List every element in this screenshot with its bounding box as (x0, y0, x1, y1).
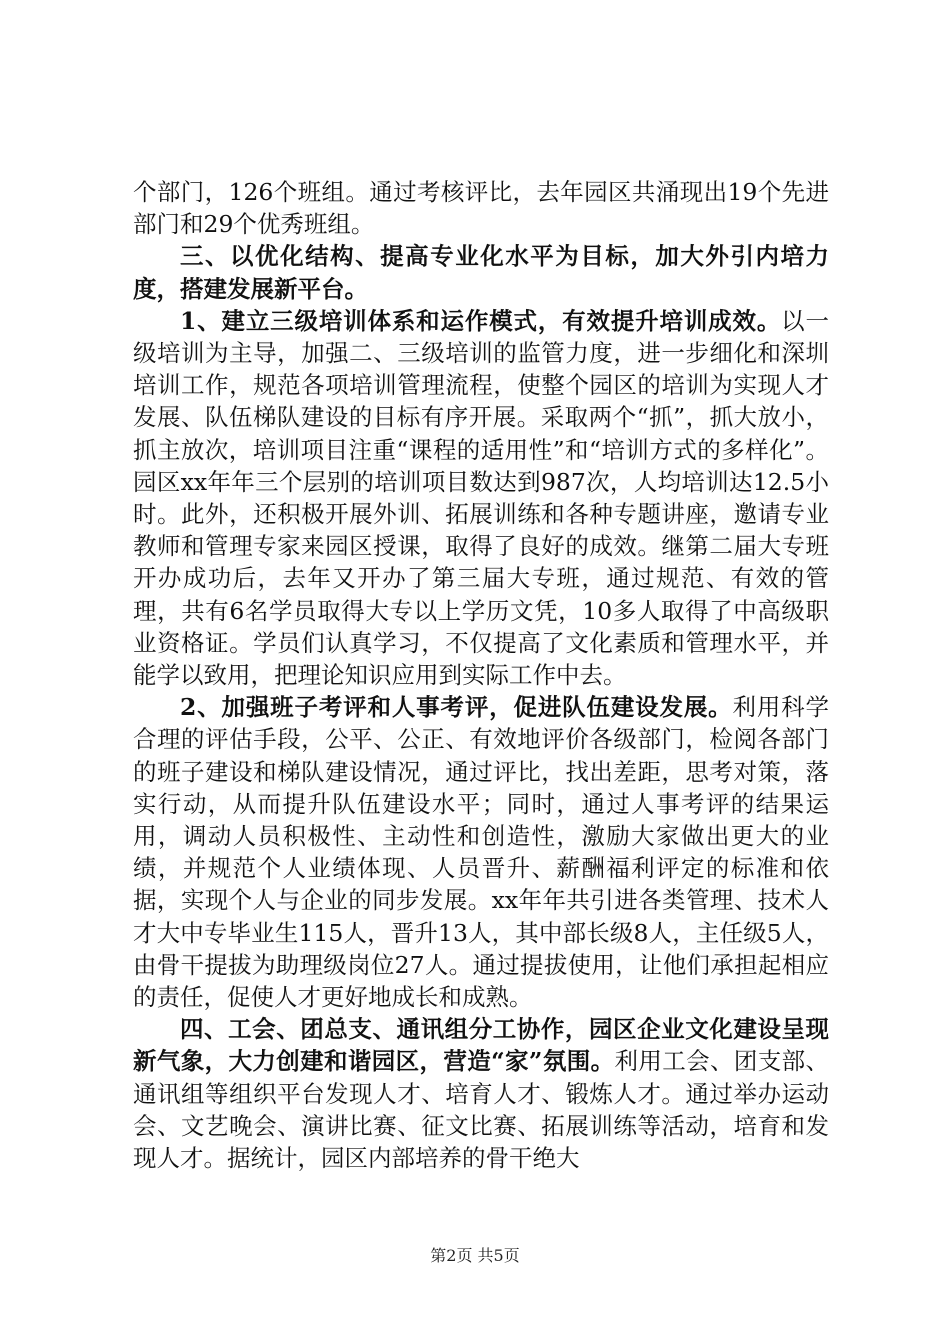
item-1-body: 以一级培训为主导，加强二、三级培训的监管力度，进一步细化和深圳培训工作，规范各项培训管理流程，使整个园区的培训为实现人才发展、队伍梯队建设的目标有序开展。采取两个“抓”，抓大放小，抓主放次，培训项目注重“课程的适用性”和“培训方式的多样化”。园区xx年年三个层别的培训项目数达到987次，人均培训达12.5小时。此外，还积极开展外训、拓展训练和各种专题讲座，邀请专业教师和管理专家来园区授课，取得了良好的成效。继第二届大专班开办成功后，去年又开办了第三届大专班，通过规范、有效的管理，共有6名学员取得大专以上学历文凭，10多人取得了中高级职业资格证。学员们认真学习，不仅提高了文化素质和管理水平，并能学以致用，把理论知识应用到实际工作中去。 (133, 306, 830, 690)
page-footer: 第2页 共5页 (430, 1246, 520, 1265)
item-1-heading: 1、建立三级培训体系和运作模式，有效提升培训成效。 (180, 306, 782, 335)
section-heading-4: 四、工会、团总支、通讯组分工协作，园区企业文化建设呈现新气象，大力创建和谐园区，营造“家”氛围。 (133, 1015, 829, 1076)
section-heading-3: 三、以优化结构、提高专业化水平为目标，加大外引内培力度，搭建发展新平台。 (133, 242, 829, 303)
paragraph-continuation: 个部门，126个班组。通过考核评比，去年园区共涌现出19个先进部门和29个优秀班组。 (133, 178, 829, 239)
item-2-heading: 2、加强班子考评和人事考评，促进队伍建设发展。 (180, 693, 733, 722)
item-2-body: 利用科学合理的评估手段，公平、公正、有效地评价各级部门，检阅各部门的班子建设和梯队建设情况，通过评比，找出差距，思考对策，落实行动，从而提升队伍建设水平；同时，通过人事考评的结果运用，调动人员积极性、主动性和创造性，激励大家做出更大的业绩，并规范个人业绩体现、人员晋升、薪酬福利评定的标准和依据，实现个人与企业的同步发展。xx年年共引进各类管理、技术人才大中专毕业生115人，晋升13人，其中部长级8人，主任级5人，由骨干提拔为助理级岗位27人。通过提拔使用，让他们承担起相应的责任，促使人才更好地成长和成熟。 (133, 693, 829, 1012)
document-body (133, 176, 829, 1174)
paragraph-section-4 (133, 1013, 829, 1174)
paragraph-item-2 (133, 691, 829, 1013)
paragraph-item-1 (133, 305, 829, 691)
section-4-body: 利用工会、团支部、通讯组等组织平台发现人才、培育人才、锻炼人才。通过举办运动会、文艺晚会、演讲比赛、征文比赛、拓展训练等活动，培育和发现人才。据统计，园区内部培养的骨干绝大 (133, 1047, 829, 1173)
